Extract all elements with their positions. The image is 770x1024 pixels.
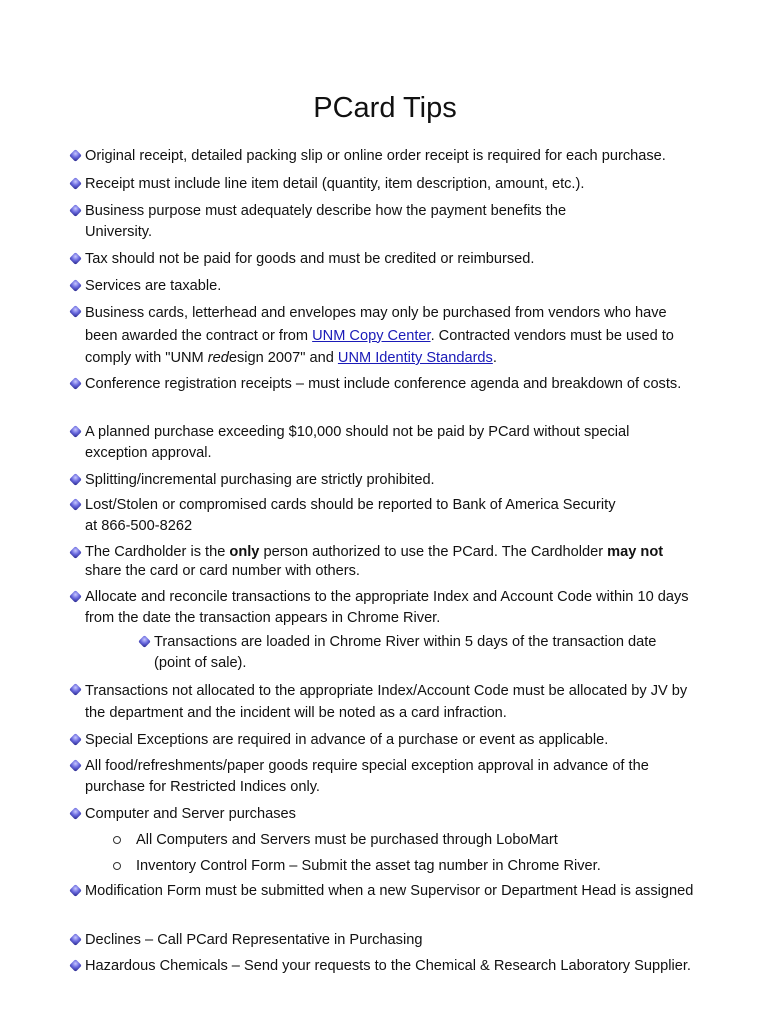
diamond-bullet-icon xyxy=(69,807,82,820)
tip-conference-registration xyxy=(71,374,695,395)
tip-text: All Computers and Servers must be purchased through LoboMart xyxy=(136,832,558,848)
tip-text: Splitting/incremental purchasing are strictly prohibited. xyxy=(85,472,435,488)
diamond-bullet-icon xyxy=(138,635,151,648)
tip-modification-form xyxy=(71,881,695,902)
tip-text: A planned purchase exceeding $10,000 should not be paid by PCard without special exception approval. xyxy=(85,424,630,461)
tip-food-refreshments xyxy=(71,756,695,797)
diamond-bullet-icon xyxy=(69,590,82,603)
tip-services-taxable xyxy=(71,276,695,297)
tip-text: Hazardous Chemicals – Send your requests to the Chemical & Research Laboratory Supplier. xyxy=(85,958,691,974)
diamond-bullet-icon xyxy=(69,177,82,190)
tip-text: Business cards, letterhead and envelopes may only be purchased from vendors who have been awarded the contract or from UNM Copy Center. Contracted vendors must be used to comply with "UNM redesign 2007" and UNM Identity Standards. xyxy=(85,305,674,366)
diamond-bullet-icon xyxy=(69,204,82,217)
diamond-bullet-icon xyxy=(69,377,82,390)
tip-text: All food/refreshments/paper goods require special exception approval in advance of the purchase for Restricted Indices only. xyxy=(85,758,649,795)
tip-text: Receipt must include line item detail (quantity, item description, amount, etc.). xyxy=(85,176,585,192)
tip-text: Lost/Stolen or compromised cards should be reported to Bank of America Security at 866-500-8262 xyxy=(85,497,616,534)
tip-text: Computer and Server purchases xyxy=(85,806,296,822)
unm-copy-center-link[interactable]: UNM Copy Center xyxy=(312,327,431,344)
unm-identity-standards-link[interactable]: UNM Identity Standards xyxy=(337,350,493,366)
diamond-bullet-icon xyxy=(69,546,82,559)
tip-business-cards xyxy=(71,302,695,370)
diamond-bullet-icon xyxy=(69,279,82,292)
tip-business-purpose xyxy=(71,201,695,242)
diamond-bullet-icon xyxy=(69,425,82,438)
tip-text: Original receipt, detailed packing slip or online order receipt is required for each purchase. xyxy=(85,148,666,164)
tip-text: Special Exceptions are required in advance of a purchase or event as applicable. xyxy=(85,732,609,748)
tip-text: Services are taxable. xyxy=(85,278,222,294)
diamond-bullet-icon xyxy=(69,933,82,946)
tip-lost-stolen xyxy=(71,495,695,536)
tip-splitting xyxy=(71,470,695,491)
diamond-bullet-icon xyxy=(69,884,82,897)
tip-line-item-detail xyxy=(71,174,695,195)
diamond-bullet-icon xyxy=(69,959,82,972)
tip-text: Transactions are loaded in Chrome River within 5 days of the transaction date (point of sale). xyxy=(154,634,657,671)
diamond-bullet-icon xyxy=(69,473,82,486)
tip-original-receipt xyxy=(71,146,695,167)
tip-text: Business purpose must adequately describe how the payment benefits the University. xyxy=(85,203,567,240)
tip-cardholder-only xyxy=(71,543,695,580)
tip-text: Modification Form must be submitted when a new Supervisor or Department Head is assigned xyxy=(85,883,694,899)
tip-text: Conference registration receipts – must include conference agenda and breakdown of costs. xyxy=(85,376,682,392)
subtip-inventory-control xyxy=(113,856,696,877)
subtip-chrome-river-loading xyxy=(140,632,694,673)
tip-text: Allocate and reconcile transactions to the appropriate Index and Account Code within 10 days from the date the transaction appears in Chrome River. xyxy=(85,589,689,626)
tip-computer-server xyxy=(71,804,695,825)
tip-not-allocated xyxy=(71,680,695,724)
subtip-lobomart xyxy=(113,830,696,851)
tip-declines xyxy=(71,930,695,951)
diamond-bullet-icon xyxy=(69,683,82,696)
tip-text: Transactions not allocated to the appropriate Index/Account Code must be allocated by JV by the department and the incident will be noted as a card infraction. xyxy=(85,683,688,721)
diamond-bullet-icon xyxy=(69,252,82,265)
tip-text: Declines – Call PCard Representative in Purchasing xyxy=(85,932,423,948)
diamond-bullet-icon xyxy=(69,759,82,772)
circle-bullet-icon xyxy=(113,862,121,870)
page-title: PCard Tips xyxy=(313,92,457,124)
tip-planned-purchase xyxy=(71,422,695,463)
tip-hazardous-chemicals xyxy=(71,956,695,977)
tip-text: Tax should not be paid for goods and must be credited or reimbursed. xyxy=(85,251,535,267)
diamond-bullet-icon xyxy=(69,149,82,162)
circle-bullet-icon xyxy=(113,836,121,844)
diamond-bullet-icon xyxy=(69,305,82,318)
tip-allocate-reconcile xyxy=(71,587,695,628)
tip-tax xyxy=(71,249,695,270)
diamond-bullet-icon xyxy=(69,498,82,511)
diamond-bullet-icon xyxy=(69,733,82,746)
tip-text: The Cardholder is the only person authorized to use the PCard. The Cardholder may not share the card or card number with others. xyxy=(85,544,664,579)
tip-special-exceptions xyxy=(71,730,695,751)
tip-text: Inventory Control Form – Submit the asset tag number in Chrome River. xyxy=(136,858,601,874)
